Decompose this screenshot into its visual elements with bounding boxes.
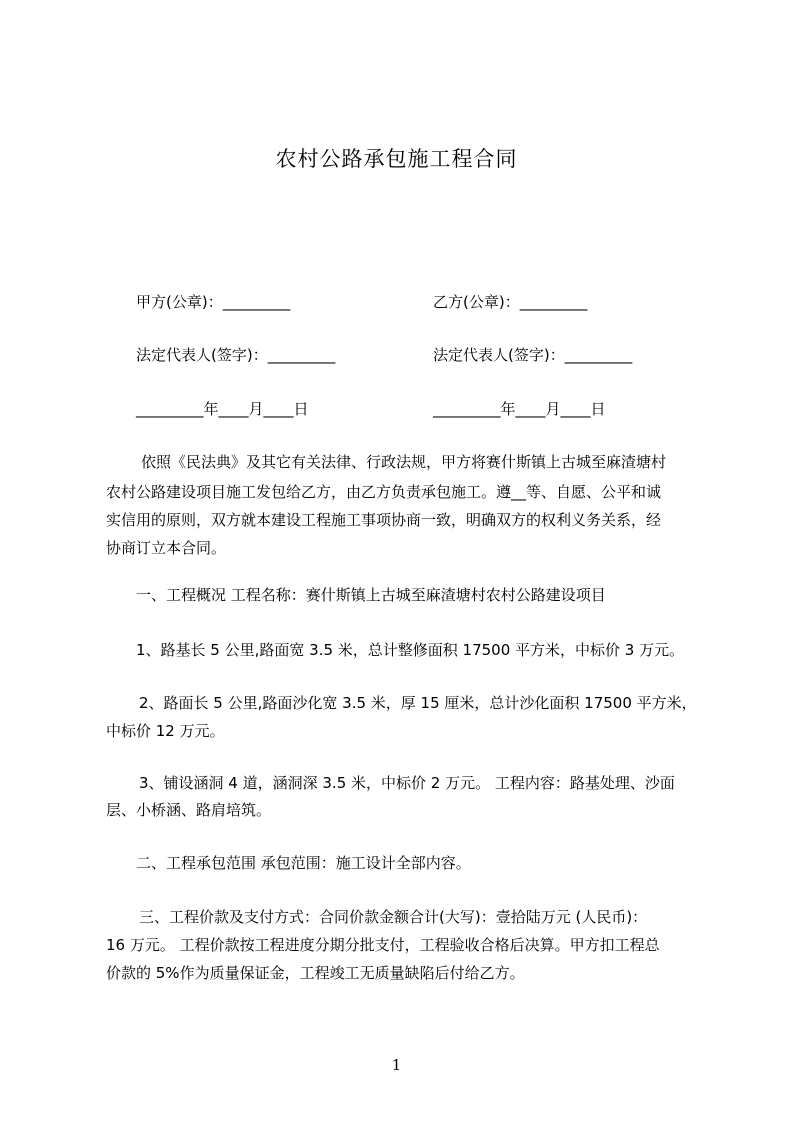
section-1-heading: 一、工程概况 工程名称：赛什斯镇上古城至麻渣塘村农村公路建设项目 (136, 586, 606, 604)
section-1-item-2-line-1: 2、路面长 5 公里,路面沙化宽 3.5 米，厚 15 厘米，总计沙化面积 17500 平方米， (139, 694, 697, 712)
section-3-line-2: 16 万元。 工程价款按工程进度分期分批支付，工程验收合格后决算。甲方扣工程总 (106, 936, 660, 954)
party-a-representative: 法定代表人(签字)：_________ (136, 346, 336, 364)
section-3-line-1: 三、工程价款及支付方式：合同价款金额合计(大写)：壹拾陆万元 (人民币)： (139, 908, 648, 926)
party-b-date: _________年____月____日 (433, 400, 606, 418)
section-1-item-3-line-2: 层、小桥涵、路肩培筑。 (106, 801, 272, 819)
intro-line-1: 依照《民法典》及其它有关法律、行政法规，甲方将赛什斯镇上古城至麻渣塘村 (141, 453, 667, 471)
page-number: 1 (391, 1056, 402, 1074)
section-2-heading: 二、工程承包范围 承包范围：施工设计全部内容。 (136, 854, 471, 872)
section-1-item-1: 1、路基长 5 公里,路面宽 3.5 米，总计整修面积 17500 平方米，中标价 3 万元。 (136, 641, 685, 659)
section-1-item-3-line-1: 3、铺设涵洞 4 道，涵洞深 3.5 米，中标价 2 万元。 工程内容：路基处理、沙面 (139, 774, 675, 792)
intro-line-4: 协商订立本合同。 (106, 539, 227, 557)
party-a-seal: 甲方(公章)：_________ (136, 293, 291, 311)
document-title: 农村公路承包施工程合同 (275, 147, 518, 171)
section-3-line-3: 价款的 5%作为质量保证金，工程竣工无质量缺陷后付给乙方。 (106, 964, 525, 982)
party-b-seal: 乙方(公章)：_________ (433, 293, 588, 311)
intro-line-3: 实信用的原则，双方就本建设工程施工事项协商一致，明确双方的权利义务关系，经 (106, 511, 662, 529)
intro-line-2: 农村公路建设项目施工发包给乙方，由乙方负责承包施工。遵__等、自愿、公平和诚 (106, 483, 662, 501)
party-a-date: _________年____月____日 (136, 400, 309, 418)
section-1-item-2-line-2: 中标价 12 万元。 (106, 722, 225, 740)
party-b-representative: 法定代表人(签字)：_________ (433, 346, 633, 364)
